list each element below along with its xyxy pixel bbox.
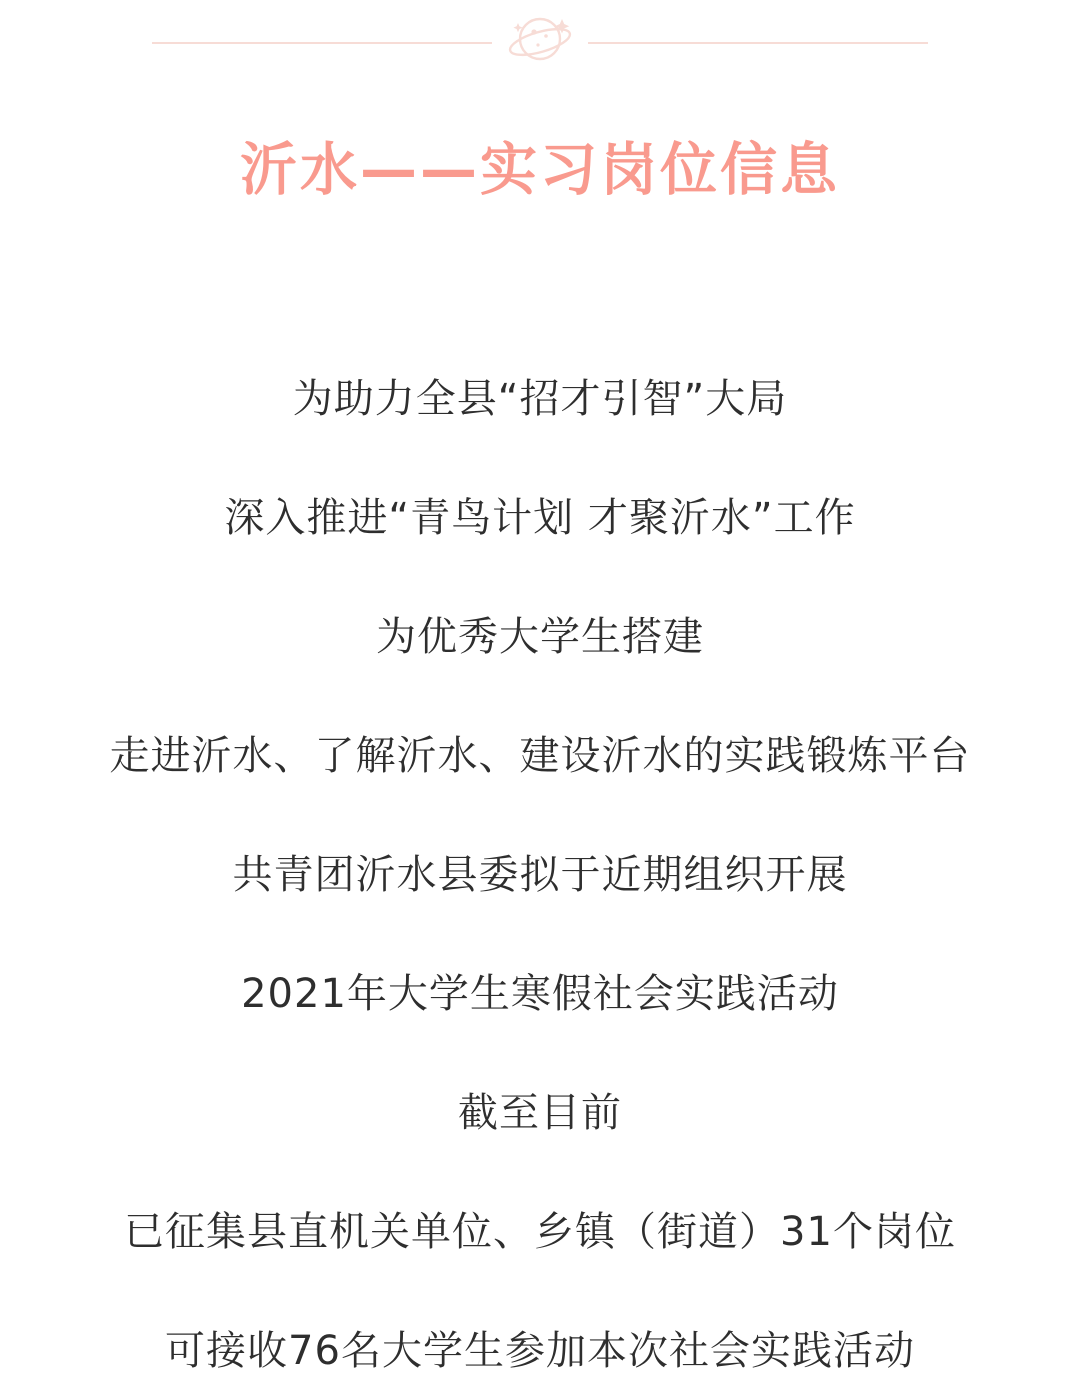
article-body bbox=[0, 360, 1080, 1391]
body-line: 2021年大学生寒假社会实践活动 bbox=[241, 970, 839, 1017]
page-title-wrap bbox=[0, 100, 1080, 242]
ornament-line-right bbox=[588, 42, 928, 44]
header-ornament bbox=[0, 0, 1080, 86]
body-line: 可接收76名大学生参加本次社会实践活动 bbox=[165, 1327, 915, 1374]
body-line: 为助力全县“招才引智”大局 bbox=[292, 375, 788, 422]
body-line: 截至目前 bbox=[458, 1089, 622, 1136]
body-line: 深入推进“青鸟计划 才聚沂水”工作 bbox=[224, 494, 856, 541]
ornament-line-left bbox=[152, 42, 492, 44]
body-line: 共青团沂水县委拟于近期组织开展 bbox=[232, 851, 848, 898]
body-line: 已征集县直机关单位、乡镇（街道）31个岗位 bbox=[124, 1208, 956, 1255]
planet-sparkle-icon bbox=[498, 7, 582, 79]
page-title: 沂水——实习岗位信息 bbox=[240, 137, 840, 204]
body-line: 为优秀大学生搭建 bbox=[376, 613, 704, 660]
body-line: 走进沂水、了解沂水、建设沂水的实践锻炼平台 bbox=[109, 732, 971, 779]
